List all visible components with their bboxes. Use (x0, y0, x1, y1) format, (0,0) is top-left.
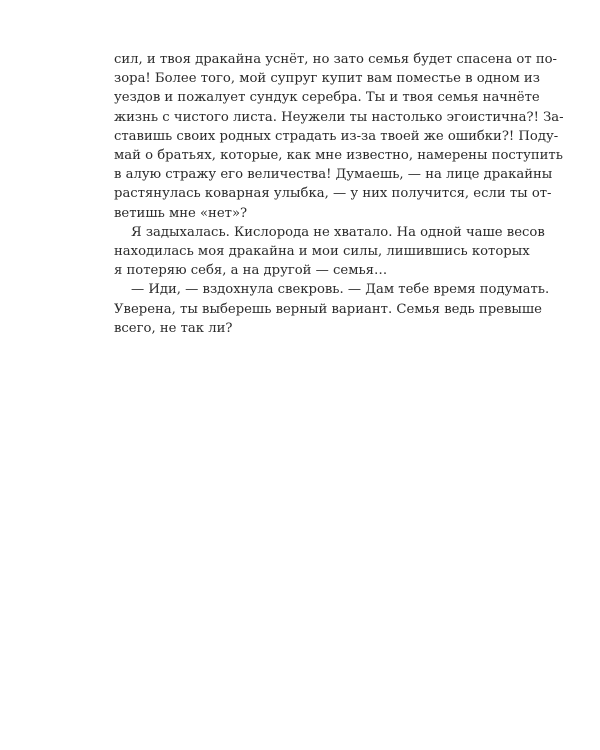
text-line: ветишь мне «нет»? (114, 205, 248, 221)
text-line: май о братьях, которые, как мне известно, намерены поступить (114, 148, 563, 164)
text-line: Уверена, ты выберешь верный вариант. Семья ведь превыше (114, 301, 542, 317)
text-line: уездов и пожалует сундук серебра. Ты и твоя семья начнёте (114, 90, 540, 106)
text-line: в алую стражу его величества! Думаешь, — на лице дракайны (114, 167, 553, 183)
text-line: — Иди, — вздохнула свекровь. — Дам тебе время подумать. (131, 282, 550, 298)
text-line: зора! Более того, мой супруг купит вам поместье в одном из (114, 71, 540, 87)
text-line: всего, не так ли? (114, 320, 233, 336)
paragraph-3 (114, 280, 550, 338)
text-line: Я задыхалась. Кислорода не хватало. На одной чаше весов (131, 224, 545, 240)
paragraph-1 (114, 50, 564, 223)
text-line: я потеряю себя, а на другой — семья… (114, 263, 388, 279)
text-line: ставишь своих родных страдать из-за твоей же ошибки?! Поду- (114, 128, 559, 144)
text-line: жизнь с чистого листа. Неужели ты настолько эгоистична?! За- (114, 109, 564, 125)
body-text (114, 50, 564, 338)
text-line: растянулась коварная улыбка, — у них получится, если ты от- (114, 186, 552, 202)
text-line: сил, и твоя дракайна уснёт, но зато семья будет спасена от по- (114, 52, 558, 67)
text-line: находилась моя дракайна и мои силы, лишившись которых (114, 244, 530, 260)
paragraph-2 (114, 223, 545, 281)
